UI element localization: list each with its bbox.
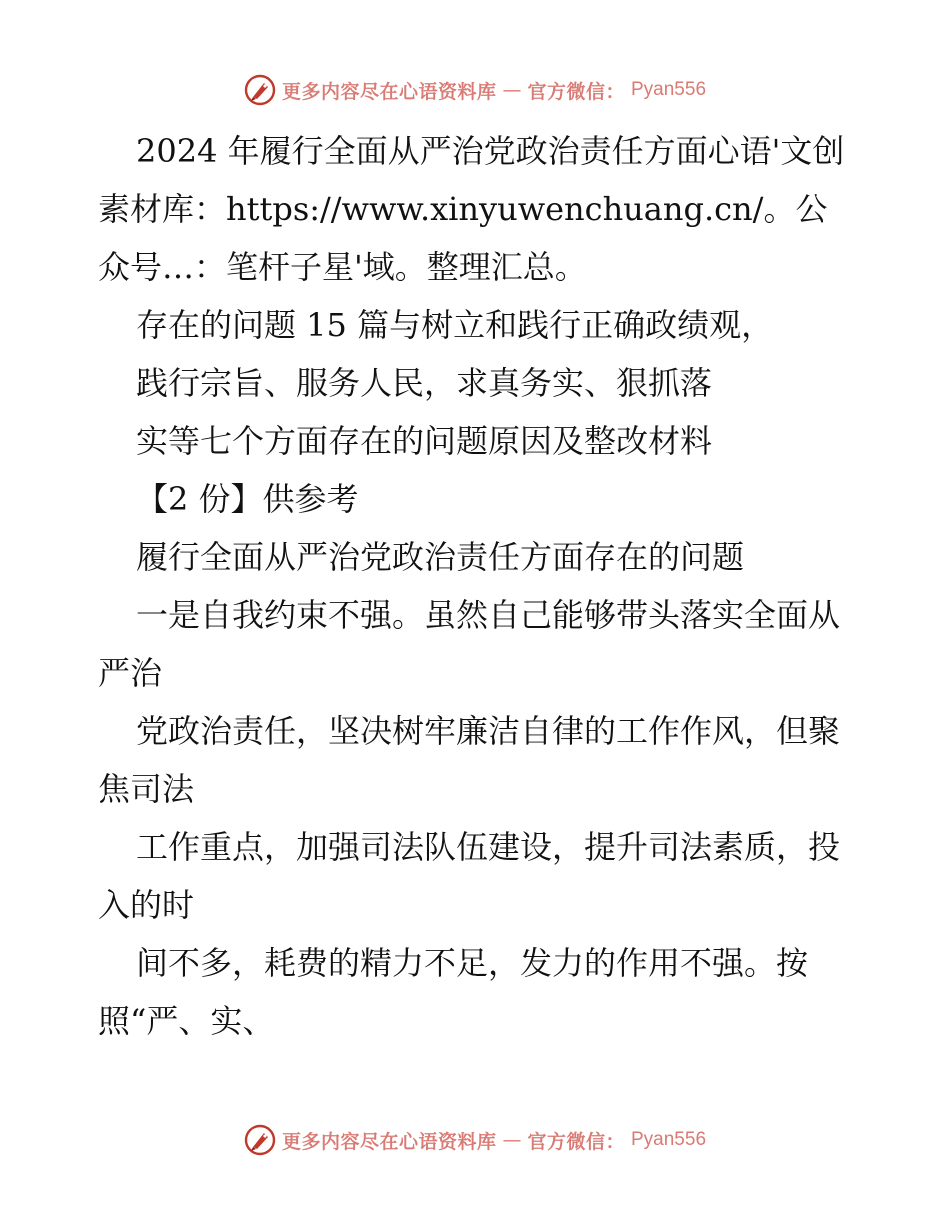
- footer-watermark-banner: [0, 1122, 950, 1158]
- pen-nib-logo-icon: [244, 74, 276, 106]
- document-line: 工作重点，加强司法队伍建设，提升司法素质，投入的时: [98, 828, 841, 924]
- document-line: 党政治责任，坚决树牢廉洁自律的工作作风，但聚焦司法: [98, 712, 841, 808]
- pen-nib-logo-icon: [244, 1124, 276, 1156]
- document-line: 践行宗旨、服务人民，求真务实、狠抓落: [136, 364, 713, 402]
- document-line: 一是自我约束不强。虽然自己能够带头落实全面从严治: [98, 596, 841, 692]
- document-line: 实等七个方面存在的问题原因及整改材料: [136, 422, 713, 460]
- footer-wechat-handle: Pyan556: [631, 1129, 707, 1150]
- document-line: 间不多，耗费的精力不足，发力的作用不强。按照“严、实、: [98, 944, 809, 1040]
- header-site-text: 更多内容尽在心语资料库: [281, 80, 497, 103]
- footer-site-text: 更多内容尽在心语资料库: [281, 1130, 497, 1153]
- document-line: 【2 份】供参考: [136, 480, 359, 518]
- header-watermark-banner: [0, 72, 950, 108]
- header-wechat-label: 官方微信：: [527, 80, 625, 103]
- footer-separator: —: [502, 1129, 522, 1151]
- section-heading: 履行全面从严治党政治责任方面存在的问题: [136, 538, 745, 576]
- document-line: 存在的问题 15 篇与树立和践行正确政绩观，: [136, 306, 774, 344]
- header-wechat-handle: Pyan556: [631, 79, 707, 100]
- header-separator: —: [502, 79, 522, 101]
- document-line: 2024 年履行全面从严治党政治责任方面心语'文创素材库：https://www.xinyuwenchuang.cn/。公众号…：笔杆子星'域。整理汇总。: [98, 132, 845, 286]
- footer-wechat-label: 官方微信：: [527, 1130, 625, 1153]
- document-body: [98, 122, 858, 1050]
